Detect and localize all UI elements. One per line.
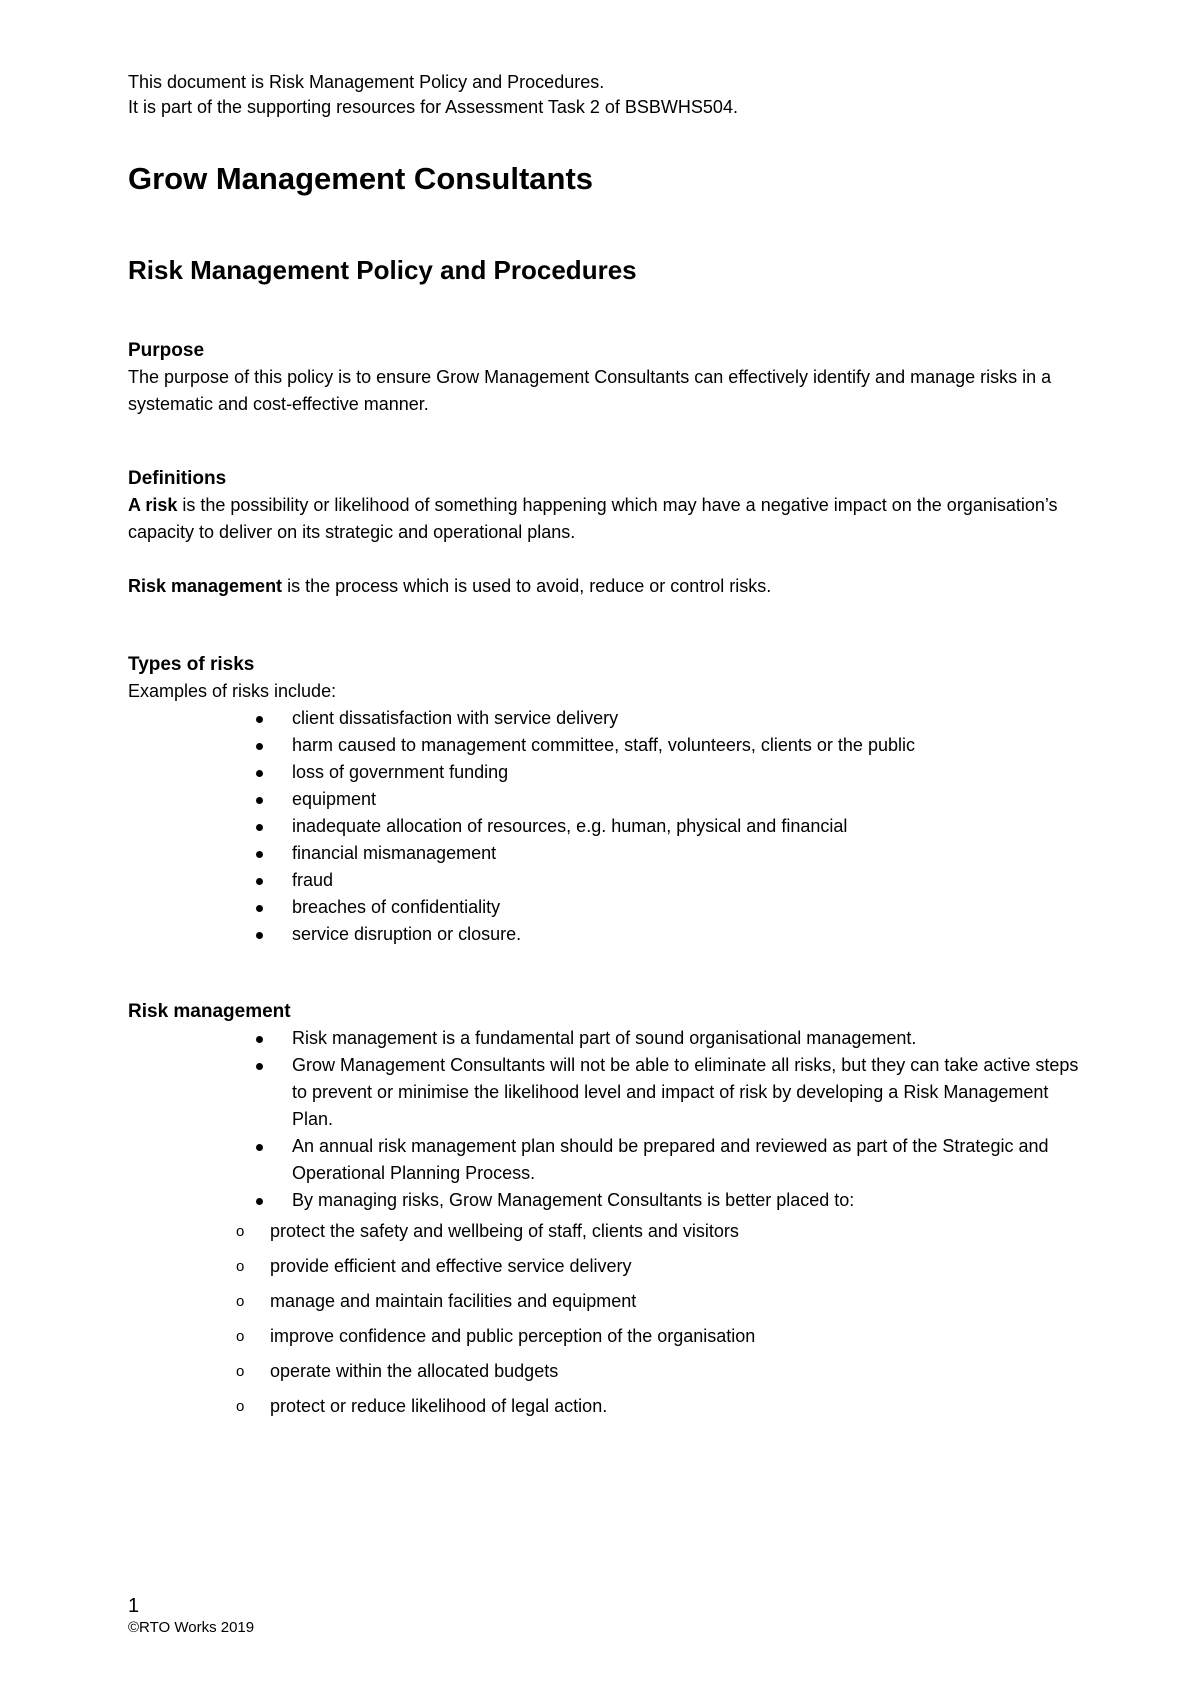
list-item-text: manage and maintain facilities and equipment — [270, 1291, 637, 1311]
circle-bullet-icon: o — [236, 1328, 245, 1345]
list-item-text: By managing risks, Grow Management Consultants is better placed to: — [292, 1190, 855, 1210]
intro-line-1: This document is Risk Management Policy and Procedures. — [128, 72, 605, 92]
list-item-text: fraud — [292, 870, 334, 890]
intro-line-2: It is part of the supporting resources for Assessment Task 2 of BSBWHS504. — [128, 97, 738, 117]
list-item-text: Grow Management Consultants will not be able to eliminate all risks, but they can take active steps to prevent or minimise the likelihood level and impact of risk by developing a Risk Management Plan. — [292, 1055, 1079, 1129]
list-item-text: An annual risk management plan should be prepared and reviewed as part of the Strategic and Operational Planning Process. — [292, 1136, 1049, 1183]
list-item — [292, 813, 1088, 840]
purpose-heading: Purpose — [128, 340, 205, 361]
list-item — [236, 1214, 1088, 1249]
bullet-icon — [256, 1198, 263, 1205]
definition-risk-text: is the possibility or likelihood of something happening which may have a negative impact on the organisation’s capacity to deliver on its strategic and operational plans. — [128, 495, 1058, 542]
list-item-text: operate within the allocated budgets — [270, 1361, 559, 1381]
company-name: Grow Management Consultants — [128, 161, 594, 196]
list-item — [236, 1249, 1088, 1284]
page-footer — [128, 1594, 254, 1638]
circle-bullet-icon: o — [236, 1363, 245, 1380]
risk-management-heading: Risk management — [128, 1001, 291, 1022]
types-of-risks-intro: Examples of risks include: — [128, 681, 337, 701]
list-item-text: breaches of confidentiality — [292, 897, 501, 917]
definitions-heading: Definitions — [128, 468, 227, 489]
risk-management-list — [128, 1025, 1088, 1214]
types-of-risks-heading: Types of risks — [128, 654, 255, 675]
types-of-risks-list — [128, 705, 1088, 948]
bullet-icon — [256, 770, 263, 777]
circle-bullet-icon: o — [236, 1258, 245, 1275]
list-item-text: equipment — [292, 789, 377, 809]
list-item — [292, 1187, 1088, 1214]
purpose-section — [128, 338, 1088, 418]
list-item-text: protect or reduce likelihood of legal action. — [270, 1396, 608, 1416]
list-item-text: loss of government funding — [292, 762, 509, 782]
circle-bullet-icon: o — [236, 1223, 245, 1240]
list-item — [292, 867, 1088, 894]
definition-risk — [128, 492, 1088, 546]
circle-bullet-icon: o — [236, 1293, 245, 1310]
risk-management-benefits-list — [128, 1214, 1088, 1424]
list-item-text: protect the safety and wellbeing of staff, clients and visitors — [270, 1221, 739, 1241]
definition-rm-term: Risk management — [128, 576, 283, 596]
bullet-icon — [256, 743, 263, 750]
list-item — [236, 1389, 1088, 1424]
bullet-icon — [256, 932, 263, 939]
list-item-text: provide efficient and effective service delivery — [270, 1256, 632, 1276]
page-number: 1 — [128, 1595, 140, 1617]
list-item-text: harm caused to management committee, staff, volunteers, clients or the public — [292, 735, 915, 755]
list-item — [292, 840, 1088, 867]
bullet-icon — [256, 905, 263, 912]
list-item — [292, 1025, 1088, 1052]
bullet-icon — [256, 824, 263, 831]
list-item — [292, 759, 1088, 786]
document-content — [128, 70, 1088, 1424]
list-item — [236, 1284, 1088, 1319]
risk-management-section — [128, 999, 1088, 1424]
definition-risk-term: A risk — [128, 495, 178, 515]
list-item — [292, 894, 1088, 921]
list-item — [292, 1052, 1088, 1133]
list-item — [292, 786, 1088, 813]
bullet-icon — [256, 716, 263, 723]
purpose-text: The purpose of this policy is to ensure Grow Management Consultants can effectively identify and manage risks in a systematic and cost-effective manner. — [128, 367, 1052, 414]
copyright-notice: ©RTO Works 2019 — [128, 1619, 255, 1636]
bullet-icon — [256, 1063, 263, 1070]
list-item — [292, 705, 1088, 732]
bullet-icon — [256, 1036, 263, 1043]
definitions-section — [128, 466, 1088, 600]
types-of-risks-section — [128, 652, 1088, 948]
definition-risk-management — [128, 573, 1088, 600]
list-item — [236, 1354, 1088, 1389]
list-item — [236, 1319, 1088, 1354]
list-item-text: Risk management is a fundamental part of sound organisational management. — [292, 1028, 917, 1048]
bullet-icon — [256, 1144, 263, 1151]
document-title: Risk Management Policy and Procedures — [128, 255, 637, 285]
list-item-text: client dissatisfaction with service delivery — [292, 708, 619, 728]
bullet-icon — [256, 878, 263, 885]
list-item — [292, 732, 1088, 759]
list-item — [292, 921, 1088, 948]
bullet-icon — [256, 797, 263, 804]
list-item-text: financial mismanagement — [292, 843, 497, 863]
circle-bullet-icon: o — [236, 1398, 245, 1415]
list-item-text: service disruption or closure. — [292, 924, 522, 944]
list-item-text: inadequate allocation of resources, e.g. human, physical and financial — [292, 816, 848, 836]
definition-rm-text: is the process which is used to avoid, reduce or control risks. — [282, 576, 772, 596]
bullet-icon — [256, 851, 263, 858]
list-item-text: improve confidence and public perception of the organisation — [270, 1326, 756, 1346]
intro-note — [128, 70, 1088, 120]
list-item — [292, 1133, 1088, 1187]
